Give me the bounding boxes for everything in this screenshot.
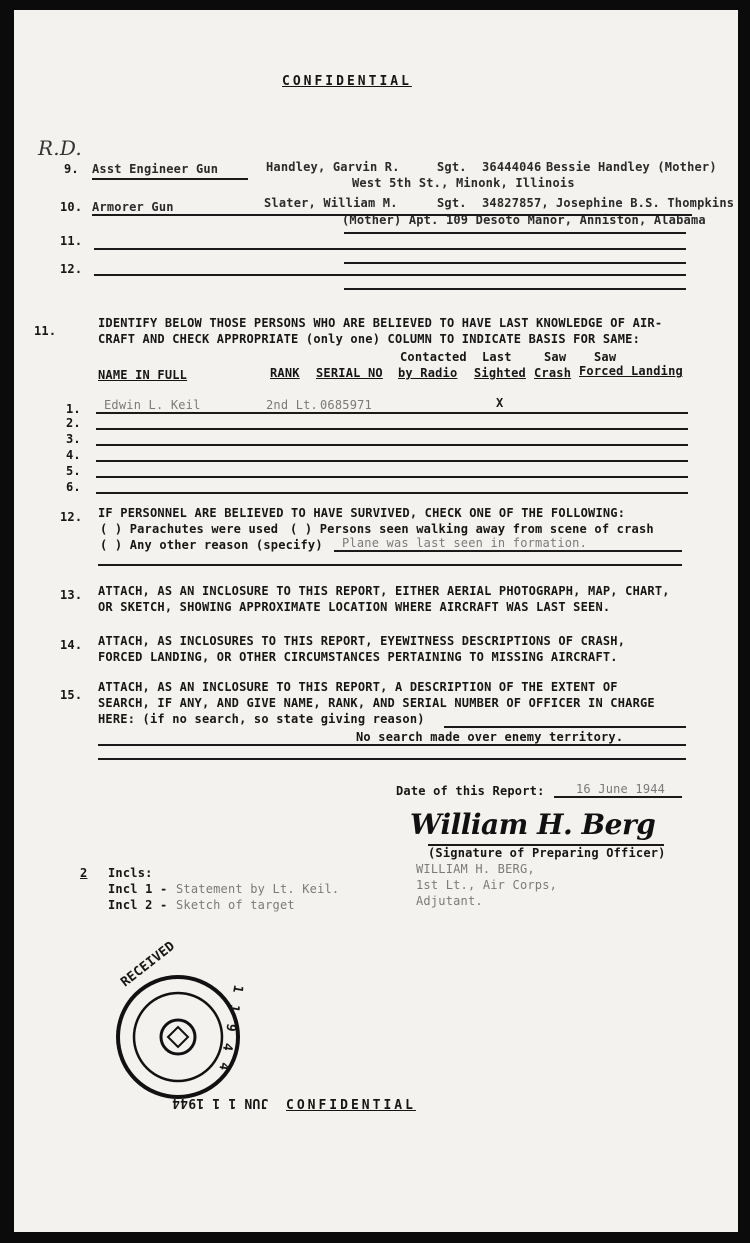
crew-rank: Sgt. — [437, 160, 467, 174]
witness-name: Edwin L. Keil — [104, 398, 201, 412]
option-other: ( ) Any other reason (specify) — [100, 538, 323, 552]
row-number: 1. — [66, 402, 81, 416]
item-text: IF PERSONNEL ARE BELIEVED TO HAVE SURVIVED, CHECK ONE OF THE FOLLOWING: — [98, 506, 626, 520]
classification-header: CONFIDENTIAL — [282, 74, 412, 89]
other-reason: Plane was last seen in formation. — [342, 536, 588, 550]
crew-number: 10. — [60, 200, 83, 214]
stamp-side-text: JUN 1 1 1944 — [172, 1095, 269, 1110]
item-number: 11. — [34, 324, 57, 338]
option-walking: ( ) Persons seen walking away from scene of crash — [290, 522, 654, 536]
officer-rank: 1st Lt., Air Corps, — [416, 878, 558, 892]
column-header-name: NAME IN FULL — [98, 368, 188, 382]
column-header-crash: Crash — [534, 366, 572, 380]
stamp-received-text: RECEIVED — [118, 938, 179, 991]
column-header-forced: Forced Landing — [579, 364, 683, 378]
item-text: ATTACH, AS AN INCLOSURE TO THIS REPORT, EITHER AERIAL PHOTOGRAPH, MAP, CHART, — [98, 584, 670, 598]
column-header-top: Saw — [544, 350, 567, 364]
inclosures-label: Incls: — [108, 866, 153, 880]
report-date-value: 16 June 1944 — [576, 782, 666, 796]
item-text: OR SKETCH, SHOWING APPROXIMATE LOCATION WHERE AIRCRAFT WAS LAST SEEN. — [98, 600, 611, 614]
signature-caption: (Signature of Preparing Officer) — [428, 846, 666, 860]
crew-serial: 34827857, — [482, 196, 549, 210]
row-number: 2. — [66, 416, 81, 430]
item-text: HERE: (if no search, so state giving reason) — [98, 712, 425, 726]
item-text: FORCED LANDING, OR OTHER CIRCUMSTANCES PERTAINING TO MISSING AIRCRAFT. — [98, 650, 618, 664]
crew-number: 9. — [64, 162, 79, 176]
column-header-rank: RANK — [270, 366, 300, 380]
crew-number: 11. — [60, 234, 83, 248]
crew-contact: Josephine B.S. Thompkins — [556, 196, 735, 210]
column-header-radio: by Radio — [398, 366, 458, 380]
crew-number: 12. — [60, 262, 83, 276]
officer-name: WILLIAM H. BERG, — [416, 862, 535, 876]
officer-signature: William H. Berg — [410, 808, 656, 841]
crew-serial: 36444046 — [482, 160, 542, 174]
witness-serial: 0685971 — [320, 398, 372, 412]
item-number: 14. — [60, 638, 83, 652]
column-header-top: Saw — [594, 350, 617, 364]
crew-address: (Mother) Apt. 109 Desoto Manor, Anniston, Alabama — [342, 213, 706, 227]
option-parachutes: ( ) Parachutes were used — [100, 522, 279, 536]
row-number: 3. — [66, 432, 81, 446]
received-stamp — [102, 938, 269, 1125]
crew-position: Armorer Gun — [92, 200, 174, 214]
crew-rank: Sgt. — [437, 196, 467, 210]
crew-name: Handley, Garvin R. — [266, 160, 400, 174]
row-number: 4. — [66, 448, 81, 462]
crew-address: West 5th St., Minonk, Illinois — [352, 176, 575, 190]
inclosure-2-label: Incl 2 - — [108, 898, 168, 912]
officer-title: Adjutant. — [416, 894, 483, 908]
search-answer: No search made over enemy territory. — [356, 730, 624, 744]
inclosure-1-text: Statement by Lt. Keil. — [176, 882, 340, 896]
item-text: CRAFT AND CHECK APPROPRIATE (only one) COLUMN TO INDICATE BASIS FOR SAME: — [98, 332, 640, 346]
item-text: ATTACH, AS INCLOSURES TO THIS REPORT, EYEWITNESS DESCRIPTIONS OF CRASH, — [98, 634, 626, 648]
item-text: SEARCH, IF ANY, AND GIVE NAME, RANK, AND SERIAL NUMBER OF OFFICER IN CHARGE — [98, 696, 655, 710]
row-number: 5. — [66, 464, 81, 478]
column-header-top: Contacted — [400, 350, 467, 364]
row-number: 6. — [66, 480, 81, 494]
sighted-mark: X — [496, 396, 504, 410]
item-number: 13. — [60, 588, 83, 602]
stamp-date-text: 1 1 9 4 4 — [215, 983, 246, 1074]
report-date-label: Date of this Report: — [396, 784, 545, 798]
column-header-top: Last — [482, 350, 512, 364]
witness-rank: 2nd Lt. — [266, 398, 318, 412]
item-number: 15. — [60, 688, 83, 702]
column-header-sighted: Sighted — [474, 366, 526, 380]
inclosure-2-text: Sketch of target — [176, 898, 295, 912]
item-text: ATTACH, AS AN INCLOSURE TO THIS REPORT, A DESCRIPTION OF THE EXTENT OF — [98, 680, 618, 694]
classification-footer: CONFIDENTIAL — [286, 1098, 416, 1113]
crew-name: Slater, William M. — [264, 196, 398, 210]
item-number: 12. — [60, 510, 83, 524]
inclosure-count: 2 — [80, 866, 88, 880]
marginal-note: R.D. — [38, 136, 82, 160]
inclosure-1-label: Incl 1 - — [108, 882, 168, 896]
column-header-serial: SERIAL NO — [316, 366, 383, 380]
document-page — [14, 10, 738, 1232]
item-text: IDENTIFY BELOW THOSE PERSONS WHO ARE BELIEVED TO HAVE LAST KNOWLEDGE OF AIR- — [98, 316, 663, 330]
crew-contact: Bessie Handley (Mother) — [546, 160, 717, 174]
crew-position: Asst Engineer Gun — [92, 162, 219, 176]
